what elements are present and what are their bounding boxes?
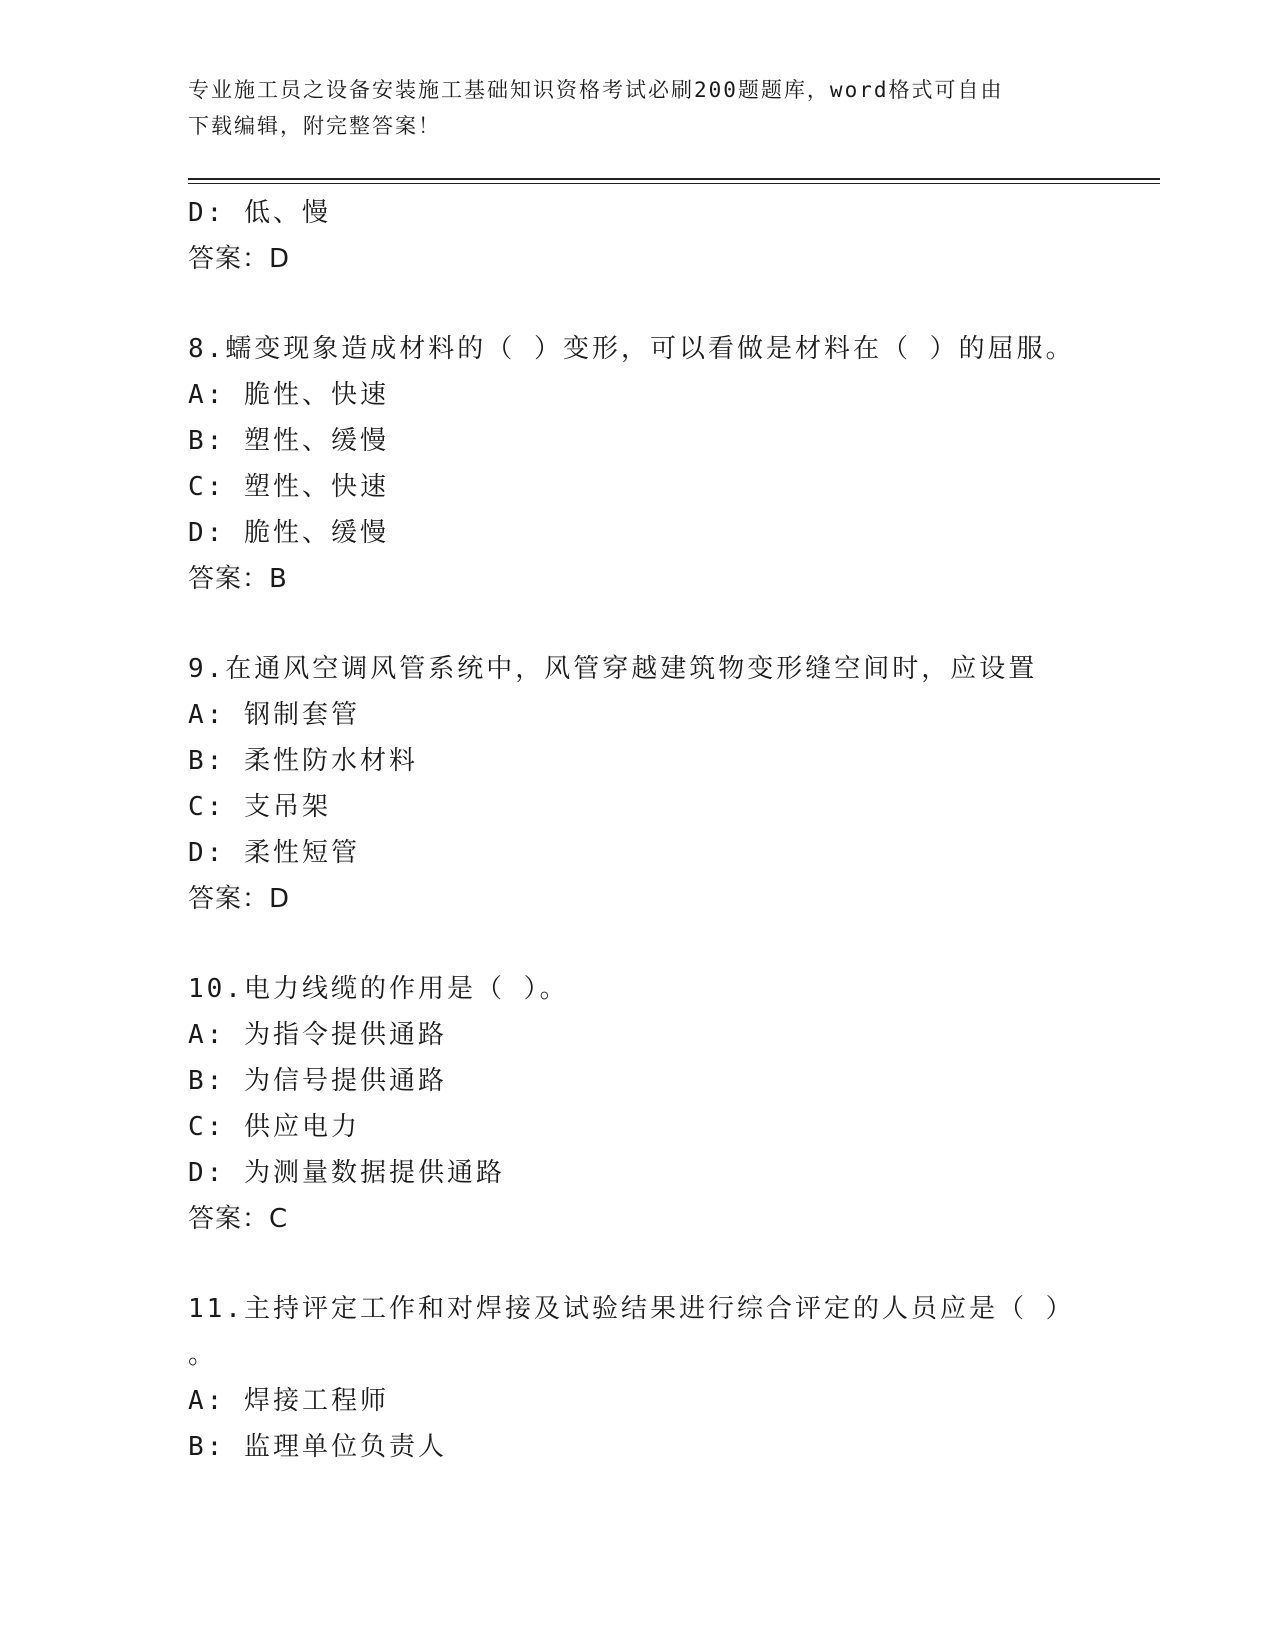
- answer-line: 答案：B: [188, 564, 288, 594]
- option-a: A: 钢制套管: [188, 700, 360, 730]
- question-block-8: [188, 326, 1088, 602]
- answer-line: 答案：D: [188, 884, 291, 914]
- question-text: 9.在通风空调风管系统中，风管穿越建筑物变形缝空间时，应设置: [188, 654, 1038, 684]
- option-d: D: 低、慢: [188, 198, 331, 228]
- option-d: D: 为测量数据提供通路: [188, 1158, 505, 1188]
- spacer: [188, 922, 1088, 966]
- header-title-line-2: 下载编辑，附完整答案！: [188, 114, 441, 138]
- spacer: [188, 282, 1088, 326]
- option-d: D: 柔性短管: [188, 838, 360, 868]
- option-a: A: 焊接工程师: [188, 1386, 389, 1416]
- answer-line: 答案：C: [188, 1204, 289, 1234]
- question-block-11: [188, 1286, 1088, 1470]
- option-b: B: 柔性防水材料: [188, 746, 418, 776]
- option-a: A: 为指令提供通路: [188, 1020, 447, 1050]
- header-title-line-1: 专业施工员之设备安装施工基础知识资格考试必刷200题题库，word格式可自由: [188, 78, 1004, 102]
- header-rule-thin: [188, 183, 1160, 184]
- option-c: C: 供应电力: [188, 1112, 360, 1142]
- question-text: 10.电力线缆的作用是（ ）。: [188, 974, 569, 1004]
- option-b: B: 塑性、缓慢: [188, 426, 389, 456]
- question-text-continued: 。: [188, 1340, 218, 1370]
- question-block-10: [188, 966, 1088, 1242]
- option-b: B: 监理单位负责人: [188, 1432, 447, 1462]
- option-a: A: 脆性、快速: [188, 380, 389, 410]
- question-block-9: [188, 646, 1088, 922]
- question-text: 8.蠕变现象造成材料的（ ）变形，可以看做是材料在（ ）的屈服。: [188, 334, 1075, 364]
- document-header: [188, 72, 1068, 144]
- option-b: B: 为信号提供通路: [188, 1066, 447, 1096]
- question-list: [188, 190, 1088, 1470]
- option-c: C: 塑性、快速: [188, 472, 389, 502]
- header-rule-thick: [188, 178, 1160, 180]
- option-d: D: 脆性、缓慢: [188, 518, 389, 548]
- question-text: 11.主持评定工作和对焊接及试验结果进行综合评定的人员应是（ ）: [188, 1294, 1075, 1324]
- option-c: C: 支吊架: [188, 792, 331, 822]
- answer-line: 答案：D: [188, 244, 291, 274]
- spacer: [188, 1242, 1088, 1286]
- spacer: [188, 602, 1088, 646]
